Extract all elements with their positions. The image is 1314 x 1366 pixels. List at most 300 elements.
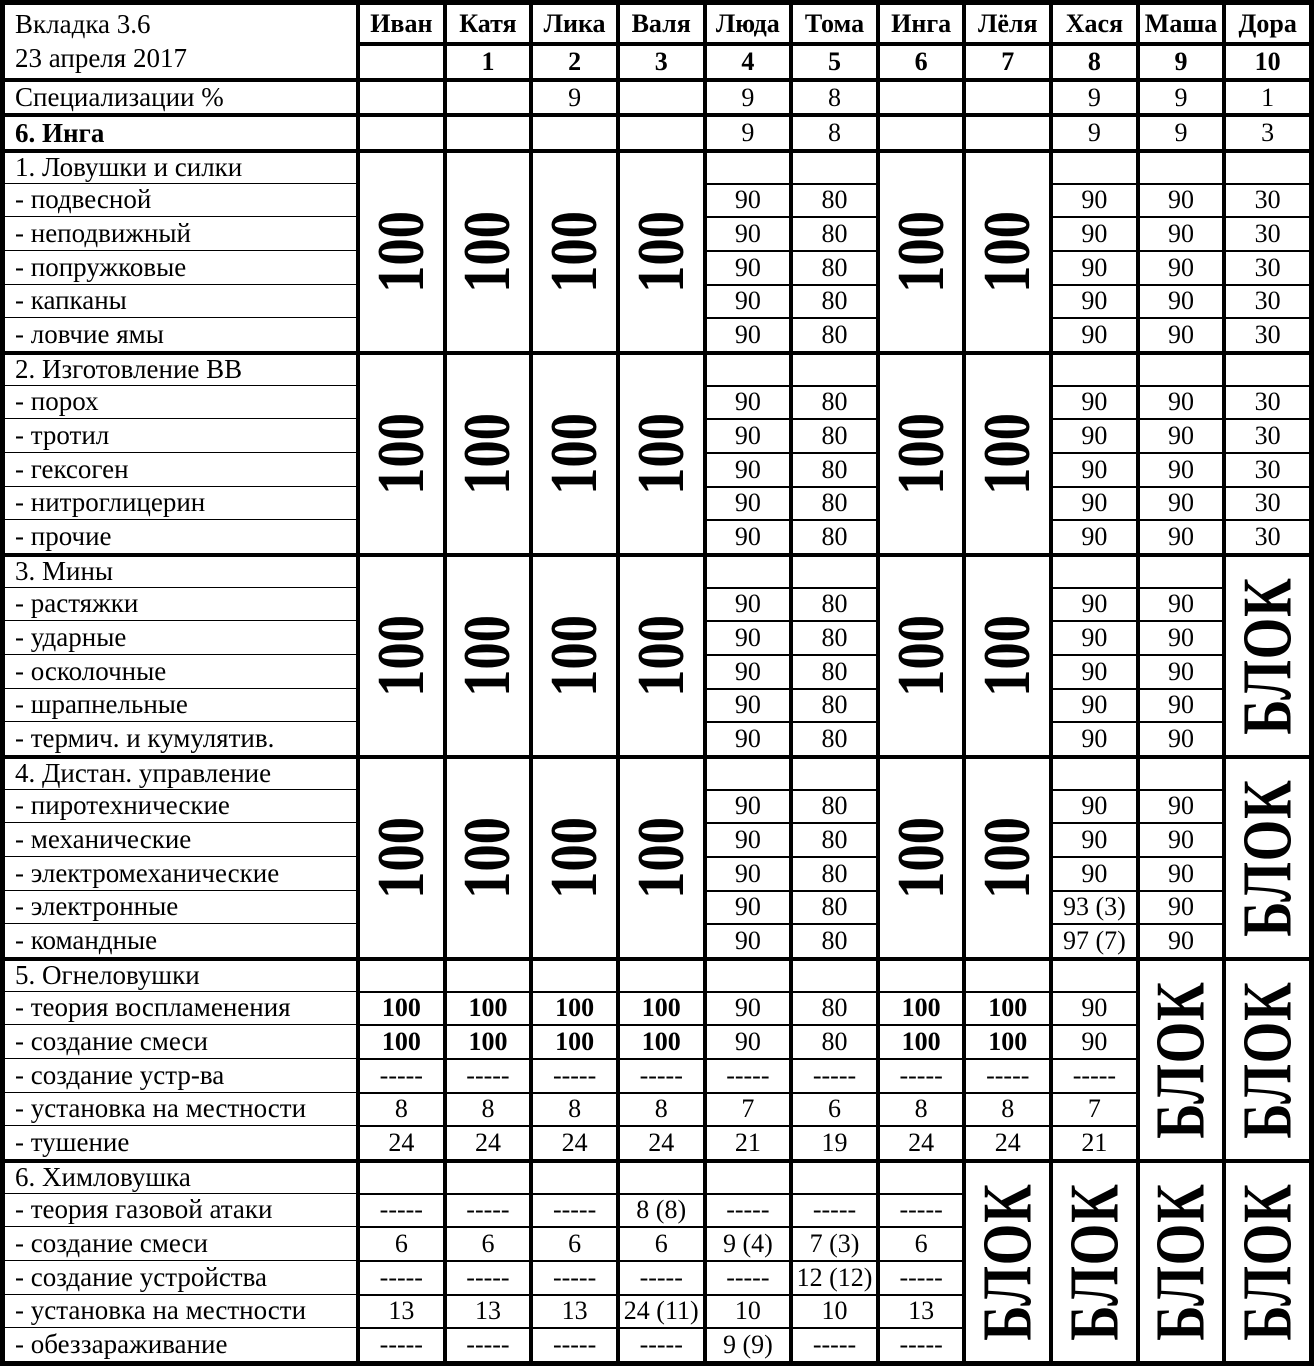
score-cell: 90 <box>1049 519 1136 553</box>
section-gap-cell <box>616 957 703 991</box>
score-cell: 90 <box>1136 486 1223 520</box>
merged-score-cell <box>876 351 963 553</box>
section-title: 6. Химловушка <box>5 1159 356 1193</box>
score-cell: 90 <box>1136 216 1223 250</box>
score-cell: 24 <box>356 1125 443 1159</box>
section-gap-cell <box>962 957 1049 991</box>
blok-rotated-text: БЛОК <box>1141 1183 1220 1341</box>
score-cell: ----- <box>443 1327 530 1361</box>
score-cell: 90 <box>1136 519 1223 553</box>
row-label: - ловчие ямы <box>5 317 356 351</box>
score-cell: 90 <box>703 721 790 755</box>
score-cell: 80 <box>789 317 876 351</box>
info-value-cell: 9 <box>1136 78 1223 113</box>
column-header: Валя <box>616 5 703 42</box>
row-label: - подвесной <box>5 183 356 217</box>
score-cell: 90 <box>1049 856 1136 890</box>
merged-score-cell <box>356 755 443 957</box>
score-cell: 30 <box>1222 519 1309 553</box>
score-100-rotated-text: 100 <box>537 615 612 697</box>
merged-score-cell <box>356 351 443 553</box>
score-cell: 90 <box>703 822 790 856</box>
score-cell: ----- <box>529 1193 616 1227</box>
score-cell: ----- <box>443 1193 530 1227</box>
score-cell: 8 <box>356 1092 443 1126</box>
row-label: - тротил <box>5 418 356 452</box>
score-100-rotated-text: 100 <box>451 817 525 899</box>
score-cell: 90 <box>1049 183 1136 217</box>
score-cell: 90 <box>1049 688 1136 722</box>
score-100-rotated-text: 100 <box>971 817 1045 899</box>
column-number: 3 <box>616 42 703 78</box>
section-title: 3. Мины <box>5 553 356 587</box>
row-label: - нитроглицерин <box>5 486 356 520</box>
score-cell: ----- <box>789 1327 876 1361</box>
column-header: Лёля <box>962 5 1049 42</box>
score-cell: 6 <box>443 1226 530 1260</box>
score-cell: 90 <box>1136 317 1223 351</box>
section-gap-cell <box>703 755 790 789</box>
score-100-rotated-text: 100 <box>971 413 1045 495</box>
row-label: - обеззараживание <box>5 1327 356 1361</box>
score-cell: 90 <box>1136 789 1223 823</box>
info-value-cell <box>529 113 616 149</box>
merged-score-cell <box>356 553 443 755</box>
info-value-cell <box>876 78 963 113</box>
section-gap-cell <box>1136 755 1223 789</box>
section-gap-cell <box>876 957 963 991</box>
score-cell: 90 <box>703 183 790 217</box>
merged-score-cell <box>616 755 703 957</box>
score-cell: 90 <box>703 418 790 452</box>
score-cell: 13 <box>529 1294 616 1328</box>
score-cell: ----- <box>356 1327 443 1361</box>
score-cell: 8 <box>962 1092 1049 1126</box>
score-cell: 80 <box>789 688 876 722</box>
score-cell: 80 <box>789 654 876 688</box>
score-100-rotated-text: 100 <box>364 615 439 697</box>
score-cell: 80 <box>789 822 876 856</box>
section-gap-cell <box>1136 553 1223 587</box>
score-cell: ----- <box>876 1193 963 1227</box>
section-gap-cell <box>1136 351 1223 385</box>
row-label: - неподвижный <box>5 216 356 250</box>
score-cell: 100 <box>443 1024 530 1058</box>
section-gap-cell <box>1049 957 1136 991</box>
score-cell: 6 <box>789 1092 876 1126</box>
score-100-rotated-text: 100 <box>884 615 958 697</box>
score-cell: 100 <box>876 1024 963 1058</box>
score-cell: 80 <box>789 519 876 553</box>
section-title: 4. Дистан. управление <box>5 755 356 789</box>
score-cell: ----- <box>703 1058 790 1092</box>
row-label: - осколочные <box>5 654 356 688</box>
score-cell: 30 <box>1222 385 1309 419</box>
merged-score-cell <box>962 755 1049 957</box>
blok-rotated-text: БЛОК <box>1054 1183 1133 1341</box>
info-value-cell <box>616 113 703 149</box>
score-cell: 90 <box>1136 890 1223 924</box>
blocked-cell <box>1049 1159 1136 1361</box>
info-value-cell: 9 <box>703 78 790 113</box>
column-header: Инга <box>876 5 963 42</box>
info-value-cell <box>616 78 703 113</box>
info-value-cell <box>443 78 530 113</box>
score-cell: 80 <box>789 856 876 890</box>
score-cell: ----- <box>789 1193 876 1227</box>
score-cell: 6 <box>876 1226 963 1260</box>
row-label: - электромеханические <box>5 856 356 890</box>
info-value-cell <box>962 113 1049 149</box>
section-gap-cell <box>703 149 790 183</box>
score-cell: 24 <box>443 1125 530 1159</box>
score-cell: ----- <box>529 1058 616 1092</box>
score-cell: 12 (12) <box>789 1260 876 1294</box>
row-label: - электронные <box>5 890 356 924</box>
score-cell: 90 <box>703 856 790 890</box>
section-gap-cell <box>703 553 790 587</box>
score-cell: 100 <box>529 1024 616 1058</box>
score-cell: 100 <box>876 991 963 1025</box>
score-cell: 80 <box>789 183 876 217</box>
blocked-cell <box>1222 957 1309 1159</box>
merged-score-cell <box>876 553 963 755</box>
section-gap-cell <box>616 1159 703 1193</box>
score-cell: 90 <box>1049 721 1136 755</box>
row-label: - механические <box>5 822 356 856</box>
score-cell: 80 <box>789 991 876 1025</box>
section-gap-cell <box>703 351 790 385</box>
column-number: 10 <box>1222 42 1309 78</box>
score-cell: 80 <box>789 418 876 452</box>
score-100-rotated-text: 100 <box>364 211 439 293</box>
score-cell: 80 <box>789 486 876 520</box>
score-cell: ----- <box>443 1260 530 1294</box>
row-label: - теория воспламенения <box>5 991 356 1025</box>
score-cell: 90 <box>1136 654 1223 688</box>
column-header: Маша <box>1136 5 1223 42</box>
section-title: 2. Изготовление ВВ <box>5 351 356 385</box>
row-label: - пиротехнические <box>5 789 356 823</box>
blocked-cell <box>1222 755 1309 957</box>
section-gap-cell <box>789 755 876 789</box>
score-cell: 90 <box>1136 923 1223 957</box>
score-cell: 90 <box>1049 418 1136 452</box>
score-cell: 90 <box>1049 991 1136 1025</box>
score-cell: 90 <box>1136 452 1223 486</box>
merged-score-cell <box>443 351 530 553</box>
info-value-cell <box>356 113 443 149</box>
merged-score-cell <box>876 149 963 351</box>
score-cell: 24 <box>876 1125 963 1159</box>
score-cell: ----- <box>443 1058 530 1092</box>
section-gap-cell <box>1049 351 1136 385</box>
blok-rotated-text: БЛОК <box>1141 981 1220 1139</box>
section-gap-cell <box>529 957 616 991</box>
score-cell: ----- <box>616 1327 703 1361</box>
score-cell: 90 <box>703 216 790 250</box>
column-number: 2 <box>529 42 616 78</box>
blocked-cell <box>1222 1159 1309 1361</box>
score-cell: 30 <box>1222 250 1309 284</box>
score-cell: 13 <box>443 1294 530 1328</box>
score-cell: 6 <box>529 1226 616 1260</box>
blok-rotated-text: БЛОК <box>1228 779 1307 937</box>
section-gap-cell <box>1049 755 1136 789</box>
score-cell: 90 <box>1136 587 1223 621</box>
blocked-cell <box>962 1159 1049 1361</box>
section-title: 5. Огнеловушки <box>5 957 356 991</box>
column-number: 4 <box>703 42 790 78</box>
info-value-cell <box>356 78 443 113</box>
score-cell: 90 <box>1136 250 1223 284</box>
blocked-cell <box>1136 1159 1223 1361</box>
score-cell: 90 <box>1136 822 1223 856</box>
row-label: - создание устр-ва <box>5 1058 356 1092</box>
score-cell: 24 <box>529 1125 616 1159</box>
score-100-rotated-text: 100 <box>624 817 698 899</box>
score-cell: 8 <box>876 1092 963 1126</box>
score-cell: 10 <box>789 1294 876 1328</box>
column-number: 9 <box>1136 42 1223 78</box>
score-cell: 90 <box>1136 688 1223 722</box>
score-cell: 9 (9) <box>703 1327 790 1361</box>
score-cell: 100 <box>962 1024 1049 1058</box>
section-gap-cell <box>1222 149 1309 183</box>
score-cell: 80 <box>789 620 876 654</box>
merged-score-cell <box>356 149 443 351</box>
score-cell: 90 <box>1049 822 1136 856</box>
score-cell: 100 <box>616 1024 703 1058</box>
score-cell: 80 <box>789 1024 876 1058</box>
score-cell: 10 <box>703 1294 790 1328</box>
blocked-cell <box>1136 957 1223 1159</box>
section-gap-cell <box>789 149 876 183</box>
score-cell: 6 <box>616 1226 703 1260</box>
info-value-cell <box>876 113 963 149</box>
row-label: - тушение <box>5 1125 356 1159</box>
score-100-rotated-text: 100 <box>624 413 698 495</box>
score-cell: 90 <box>703 789 790 823</box>
column-number: 6 <box>876 42 963 78</box>
section-title: 1. Ловушки и силки <box>5 149 356 183</box>
section-gap-cell <box>529 1159 616 1193</box>
section-gap-cell <box>443 957 530 991</box>
score-cell: 90 <box>1136 284 1223 318</box>
score-cell: ----- <box>703 1260 790 1294</box>
score-cell: 100 <box>356 1024 443 1058</box>
score-cell: 90 <box>703 317 790 351</box>
score-cell: 100 <box>962 991 1049 1025</box>
score-cell: 90 <box>1049 587 1136 621</box>
column-header: Катя <box>443 5 530 42</box>
info-value-cell: 9 <box>1136 113 1223 149</box>
score-cell: 90 <box>1049 620 1136 654</box>
row-label: - порох <box>5 385 356 419</box>
score-cell: 8 <box>443 1092 530 1126</box>
row-label: - теория газовой атаки <box>5 1193 356 1227</box>
score-cell: 90 <box>1049 452 1136 486</box>
score-cell: 30 <box>1222 486 1309 520</box>
column-header: Люда <box>703 5 790 42</box>
score-cell: 90 <box>703 486 790 520</box>
score-cell: 9 (4) <box>703 1226 790 1260</box>
score-cell: 100 <box>529 991 616 1025</box>
column-header: Хася <box>1049 5 1136 42</box>
score-cell: 90 <box>703 654 790 688</box>
merged-score-cell <box>443 755 530 957</box>
column-header: Иван <box>356 5 443 42</box>
score-cell: 90 <box>1049 317 1136 351</box>
score-cell: 80 <box>789 587 876 621</box>
info-value-cell: 1 <box>1222 78 1309 113</box>
info-value-cell: 8 <box>789 113 876 149</box>
score-cell: 90 <box>703 587 790 621</box>
score-100-rotated-text: 100 <box>451 211 525 293</box>
section-gap-cell <box>703 1159 790 1193</box>
score-cell: 90 <box>1049 216 1136 250</box>
score-cell: 13 <box>356 1294 443 1328</box>
score-cell: 80 <box>789 923 876 957</box>
info-row-label: Специализации % <box>5 78 356 113</box>
sheet-header-cell <box>5 5 356 78</box>
score-cell: ----- <box>876 1327 963 1361</box>
score-cell: 90 <box>703 890 790 924</box>
score-cell: ----- <box>1049 1058 1136 1092</box>
score-cell: 80 <box>789 789 876 823</box>
score-cell: ----- <box>616 1058 703 1092</box>
score-cell: 6 <box>356 1226 443 1260</box>
score-cell: 90 <box>1049 1024 1136 1058</box>
row-label: - капканы <box>5 284 356 318</box>
row-label: - создание устройства <box>5 1260 356 1294</box>
score-100-rotated-text: 100 <box>451 413 525 495</box>
info-value-cell: 8 <box>789 78 876 113</box>
score-cell: 8 (8) <box>616 1193 703 1227</box>
section-gap-cell <box>1136 149 1223 183</box>
score-cell: ----- <box>529 1327 616 1361</box>
info-value-cell <box>443 113 530 149</box>
score-cell: 24 <box>962 1125 1049 1159</box>
score-100-rotated-text: 100 <box>624 615 698 697</box>
score-cell: 90 <box>1136 385 1223 419</box>
column-header: Дора <box>1222 5 1309 42</box>
score-cell: 21 <box>1049 1125 1136 1159</box>
blocked-cell <box>1222 553 1309 755</box>
column-number <box>356 42 443 78</box>
section-gap-cell <box>1049 149 1136 183</box>
score-cell: 90 <box>1049 486 1136 520</box>
score-cell: 100 <box>356 991 443 1025</box>
row-label: - термич. и кумулятив. <box>5 721 356 755</box>
merged-score-cell <box>962 553 1049 755</box>
blok-rotated-text: БЛОК <box>1228 577 1307 735</box>
info-value-cell: 9 <box>529 78 616 113</box>
merged-score-cell <box>529 755 616 957</box>
section-gap-cell <box>789 957 876 991</box>
score-cell: 30 <box>1222 183 1309 217</box>
merged-score-cell <box>529 149 616 351</box>
score-cell: ----- <box>356 1193 443 1227</box>
info-value-cell <box>962 78 1049 113</box>
score-100-rotated-text: 100 <box>364 817 439 899</box>
score-cell: 90 <box>703 385 790 419</box>
column-number: 5 <box>789 42 876 78</box>
score-cell: 90 <box>703 1024 790 1058</box>
merged-score-cell <box>616 351 703 553</box>
info-value-cell: 9 <box>703 113 790 149</box>
score-cell: 90 <box>703 688 790 722</box>
section-gap-cell <box>876 1159 963 1193</box>
score-100-rotated-text: 100 <box>364 413 439 495</box>
score-100-rotated-text: 100 <box>971 211 1045 293</box>
score-cell: ----- <box>789 1058 876 1092</box>
score-cell: 100 <box>443 991 530 1025</box>
score-100-rotated-text: 100 <box>884 817 958 899</box>
column-number: 1 <box>443 42 530 78</box>
score-cell: 90 <box>1136 856 1223 890</box>
score-cell: 30 <box>1222 452 1309 486</box>
row-label: - создание смеси <box>5 1226 356 1260</box>
score-cell: 90 <box>1136 620 1223 654</box>
score-cell: 90 <box>703 519 790 553</box>
row-label: - прочие <box>5 519 356 553</box>
blok-rotated-text: БЛОК <box>968 1183 1047 1341</box>
merged-score-cell <box>529 553 616 755</box>
score-cell: ----- <box>962 1058 1049 1092</box>
score-cell: 90 <box>1136 721 1223 755</box>
row-label: - командные <box>5 923 356 957</box>
row-label: - растяжки <box>5 587 356 621</box>
section-gap-cell <box>789 1159 876 1193</box>
score-cell: 80 <box>789 216 876 250</box>
sheet-date: 23 апреля 2017 <box>15 42 187 73</box>
score-cell: 90 <box>1049 789 1136 823</box>
merged-score-cell <box>876 755 963 957</box>
merged-score-cell <box>962 351 1049 553</box>
score-cell: 100 <box>616 991 703 1025</box>
score-cell: 24 <box>616 1125 703 1159</box>
score-cell: 30 <box>1222 284 1309 318</box>
score-cell: 90 <box>703 620 790 654</box>
score-cell: 90 <box>1049 385 1136 419</box>
score-cell: 30 <box>1222 418 1309 452</box>
score-cell: 30 <box>1222 317 1309 351</box>
score-100-rotated-text: 100 <box>537 211 612 293</box>
score-cell: ----- <box>356 1058 443 1092</box>
score-cell: 93 (3) <box>1049 890 1136 924</box>
score-100-rotated-text: 100 <box>537 413 612 495</box>
info-value-cell: 3 <box>1222 113 1309 149</box>
sheet-title: Вкладка 3.6 <box>15 9 151 40</box>
row-label: - создание смеси <box>5 1024 356 1058</box>
score-cell: 80 <box>789 452 876 486</box>
score-cell: 90 <box>1049 654 1136 688</box>
score-100-rotated-text: 100 <box>884 211 958 293</box>
score-cell: ----- <box>356 1260 443 1294</box>
score-100-rotated-text: 100 <box>971 615 1045 697</box>
section-gap-cell <box>703 957 790 991</box>
score-cell: 21 <box>703 1125 790 1159</box>
info-value-cell: 9 <box>1049 78 1136 113</box>
section-gap-cell <box>1049 553 1136 587</box>
merged-score-cell <box>616 149 703 351</box>
score-cell: ----- <box>529 1260 616 1294</box>
row-label: - шрапнельные <box>5 688 356 722</box>
score-cell: 90 <box>1049 284 1136 318</box>
column-number: 8 <box>1049 42 1136 78</box>
merged-score-cell <box>529 351 616 553</box>
